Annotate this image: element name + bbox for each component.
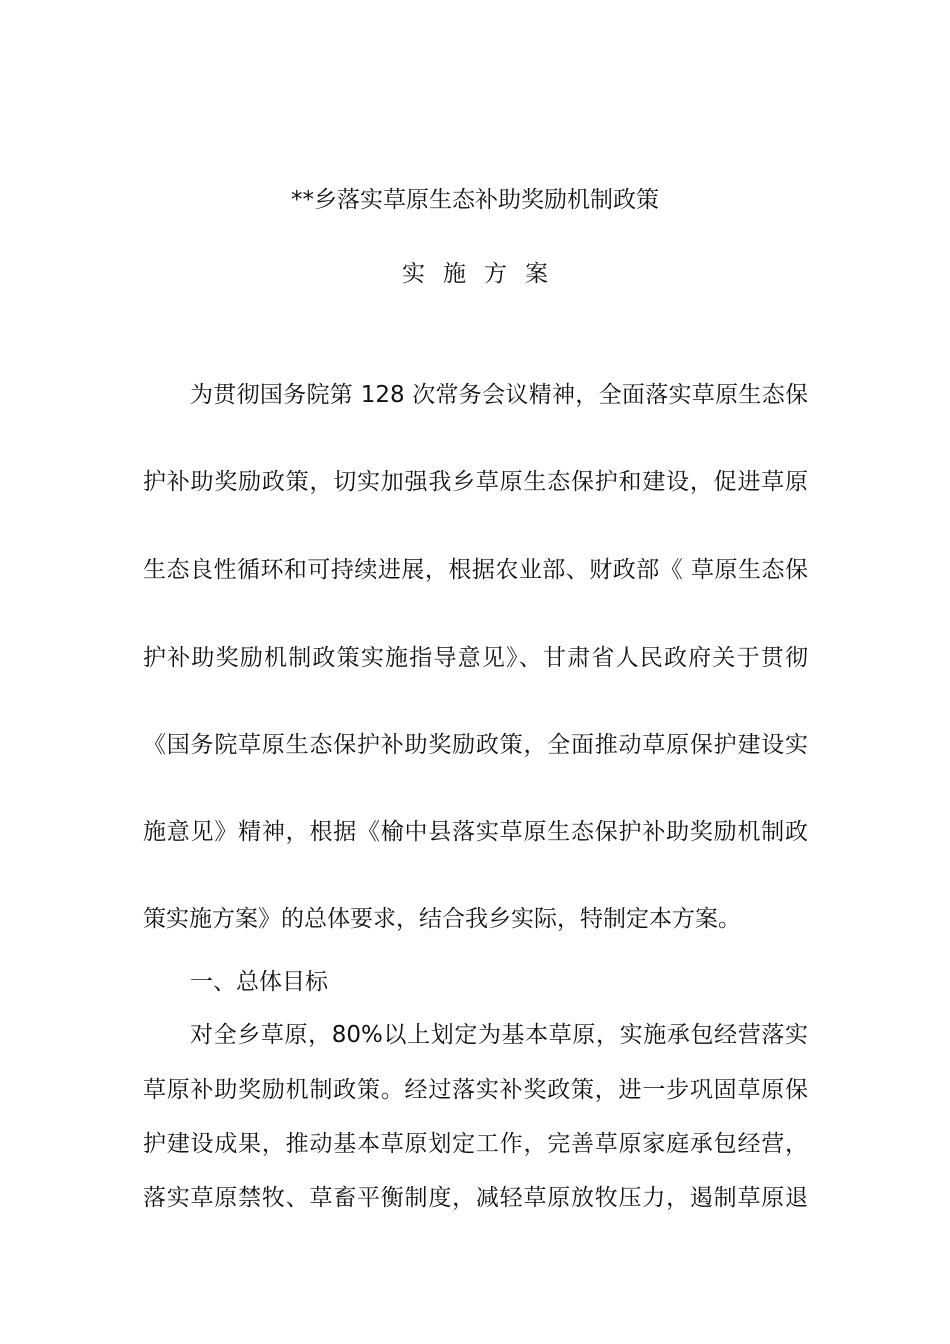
paragraph-line: 落实草原禁牧、草畜平衡制度，减轻草原放牧压力，遏制草原退 bbox=[143, 1185, 808, 1211]
paragraph-line: 护补助奖励政策，切实加强我乡草原生态保护和建设，促进草原 bbox=[143, 469, 808, 495]
paragraph-line: 施意见》精神，根据《榆中县落实草原生态保护补助奖励机制政 bbox=[143, 819, 808, 845]
paragraph-line: 草原补助奖励机制政策。经过落实补奖政策，进一步巩固草原保 bbox=[143, 1077, 808, 1103]
document-subtitle: 实施方案 bbox=[402, 261, 566, 287]
paragraph-line: 策实施方案》的总体要求，结合我乡实际，特制定本方案。 bbox=[143, 906, 741, 932]
section-heading: 一、总体目标 bbox=[190, 969, 328, 995]
paragraph-line: 为贯彻国务院第 128 次常务会议精神，全面落实草原生态保 bbox=[190, 382, 808, 408]
paragraph-line: 《国务院草原生态保护补助奖励政策，全面推动草原保护建设实 bbox=[143, 732, 808, 758]
paragraph-line: 生态良性循环和可持续进展，根据农业部、财政部《 草原生态保 bbox=[143, 557, 808, 583]
paragraph-line: 对全乡草原，80%以上划定为基本草原，实施承包经营落实 bbox=[190, 1022, 808, 1048]
document-title: **乡落实草原生态补助奖励机制政策 bbox=[291, 187, 659, 213]
paragraph-line: 护补助奖励机制政策实施指导意见》、甘肃省人民政府关于贯彻 bbox=[143, 645, 808, 671]
paragraph-line: 护建设成果，推动基本草原划定工作，完善草原家庭承包经营， bbox=[143, 1131, 808, 1157]
